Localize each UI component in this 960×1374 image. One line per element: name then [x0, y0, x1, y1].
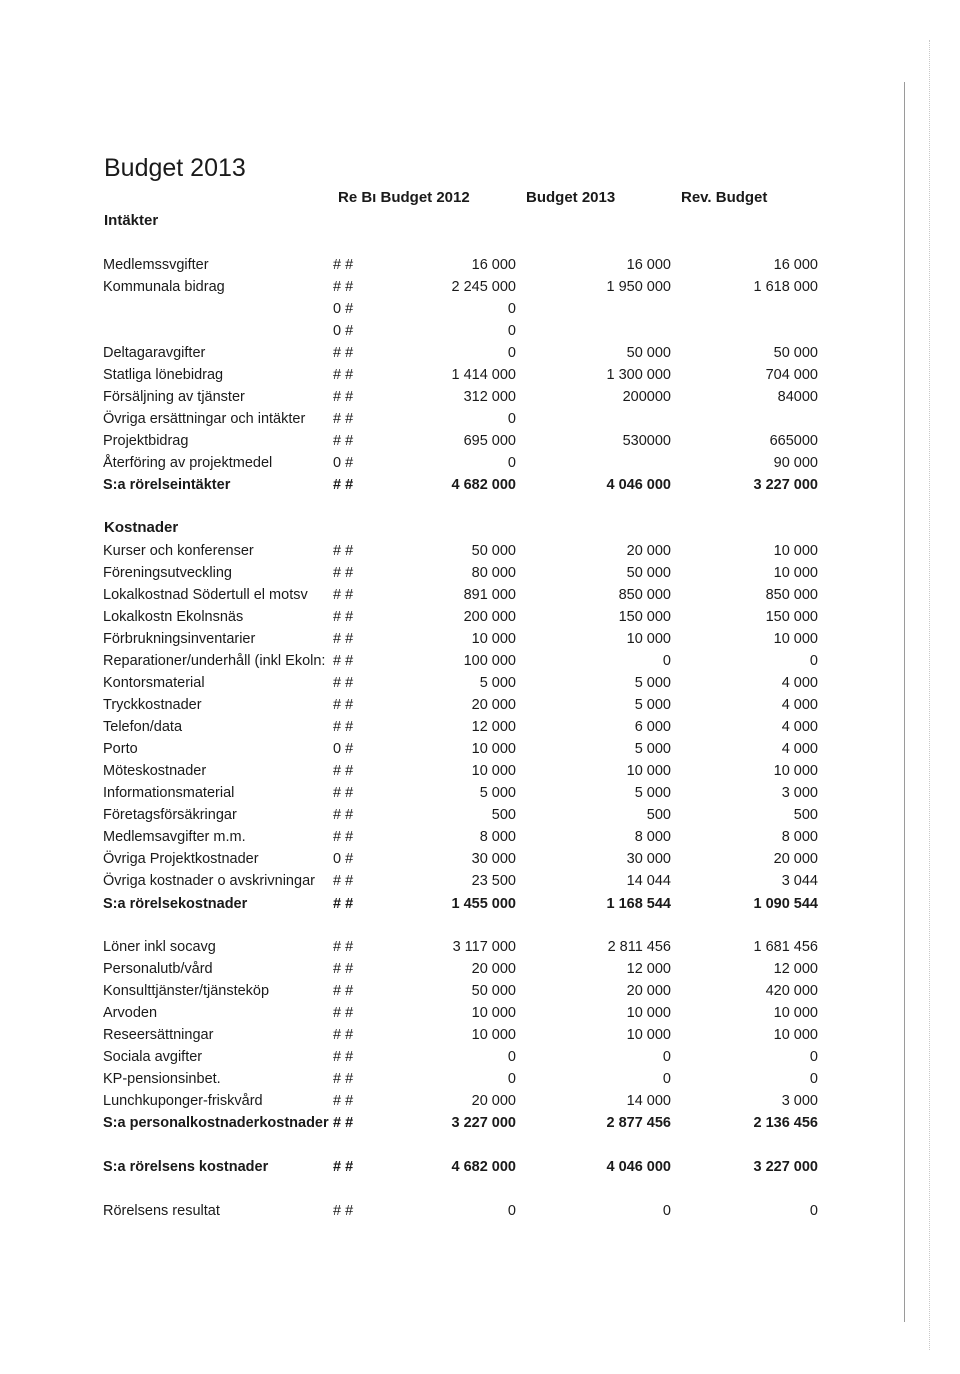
cell-v2: 150 000 — [618, 609, 671, 625]
total-row — [0, 1115, 960, 1135]
cell-v3: 4 000 — [781, 675, 818, 691]
cell-flag: 0 # — [333, 851, 354, 867]
cell-label: Lunchkuponger-friskvård — [103, 1093, 263, 1109]
cell-flag: # # — [333, 961, 354, 977]
cell-label: Löner inkl socavg — [103, 939, 216, 955]
cell-v2: 20 000 — [626, 983, 671, 999]
cell-v1: 0 — [507, 345, 516, 361]
total-row — [0, 896, 960, 916]
cell-label: Telefon/data — [103, 719, 183, 735]
cell-v1: 16 000 — [471, 257, 516, 273]
column-header-budget-2012: Re Bı Budget 2012 — [338, 189, 470, 206]
cell-v3: 20 000 — [773, 851, 818, 867]
table-row — [0, 961, 960, 981]
cell-v3: 0 — [809, 1071, 818, 1087]
cell-v1: 23 500 — [471, 873, 516, 889]
total-row — [0, 1159, 960, 1179]
cell-flag: # # — [333, 1115, 354, 1131]
cell-v1: 3 117 000 — [452, 939, 516, 955]
cell-flag: # # — [333, 433, 354, 449]
cell-v1: 0 — [507, 1203, 516, 1219]
cell-v3: 0 — [809, 653, 818, 669]
cell-label: KP-pensionsinbet. — [103, 1071, 221, 1087]
total-row — [0, 477, 960, 497]
cell-v1: 10 000 — [471, 763, 516, 779]
cell-v3: 0 — [809, 1203, 818, 1219]
page-title: Budget 2013 — [104, 154, 246, 182]
cell-flag: # # — [333, 1203, 354, 1219]
table-row — [0, 367, 960, 387]
cell-v2: 12 000 — [626, 961, 671, 977]
table-row — [0, 587, 960, 607]
table-row — [0, 851, 960, 871]
cell-v2: 5 000 — [634, 785, 671, 801]
cell-v1: 1 414 000 — [451, 367, 516, 383]
cell-v2: 14 044 — [626, 873, 671, 889]
page-edge-dotted-line — [929, 40, 931, 1350]
cell-v2: 2 877 456 — [606, 1115, 671, 1131]
cell-v2: 10 000 — [626, 1027, 671, 1043]
cell-label: Övriga kostnader o avskrivningar — [103, 873, 315, 889]
cell-label: Övriga ersättningar och intäkter — [103, 411, 306, 427]
table-row — [0, 257, 960, 277]
cell-flag: # # — [333, 367, 354, 383]
cell-label: Återföring av projektmedel — [103, 455, 273, 471]
cell-v3: 10 000 — [773, 565, 818, 581]
cell-label: Statliga lönebidrag — [103, 367, 224, 383]
cell-v2: 4 046 000 — [606, 477, 671, 493]
cell-flag: # # — [333, 1005, 354, 1021]
cell-v3: 3 000 — [781, 1093, 818, 1109]
cell-flag: # # — [333, 1027, 354, 1043]
cell-flag: # # — [333, 1093, 354, 1109]
cell-v3: 150 000 — [765, 609, 818, 625]
table-row — [0, 653, 960, 673]
table-row — [0, 323, 960, 343]
table-row — [0, 631, 960, 651]
section-heading-kostnader: Kostnader — [104, 519, 179, 536]
cell-v3: 3 227 000 — [753, 477, 818, 493]
cell-flag: # # — [333, 631, 354, 647]
cell-flag: # # — [333, 939, 354, 955]
table-row — [0, 411, 960, 431]
cell-v1: 0 — [507, 323, 516, 339]
cell-v3: 90 000 — [773, 455, 818, 471]
table-row — [0, 1093, 960, 1113]
cell-v3: 10 000 — [773, 543, 818, 559]
cell-flag: # # — [333, 543, 354, 559]
table-row — [0, 543, 960, 563]
cell-v2: 1 950 000 — [606, 279, 671, 295]
cell-flag: # # — [333, 411, 354, 427]
cell-v3: 4 000 — [781, 741, 818, 757]
cell-v1: 0 — [507, 455, 516, 471]
table-row — [0, 301, 960, 321]
table-row — [0, 829, 960, 849]
cell-label: Föreningsutveckling — [103, 565, 232, 581]
table-row — [0, 697, 960, 717]
cell-v1: 50 000 — [471, 543, 516, 559]
cell-v3: 1 681 456 — [753, 939, 818, 955]
cell-flag: 0 # — [333, 301, 354, 317]
column-header-budget-2013: Budget 2013 — [526, 189, 616, 206]
cell-v1: 891 000 — [463, 587, 516, 603]
cell-v2: 1 300 000 — [606, 367, 671, 383]
cell-v2: 2 811 456 — [607, 939, 671, 955]
cell-v1: 30 000 — [471, 851, 516, 867]
cell-flag: # # — [333, 653, 354, 669]
cell-v1: 20 000 — [471, 697, 516, 713]
cell-v2: 850 000 — [618, 587, 671, 603]
cell-flag: # # — [333, 1159, 354, 1175]
cell-v1: 50 000 — [471, 983, 516, 999]
table-row — [0, 1071, 960, 1091]
cell-flag: # # — [333, 896, 354, 912]
cell-v3: 8 000 — [781, 829, 818, 845]
cell-v2: 0 — [662, 1203, 671, 1219]
cell-label: Lokalkostnad Södertull el motsv — [103, 587, 308, 603]
table-row — [0, 609, 960, 629]
cell-v3: 0 — [809, 1049, 818, 1065]
cell-label: Medlemssvgifter — [103, 257, 209, 273]
cell-label: Reseersättningar — [103, 1027, 214, 1043]
cell-flag: 0 # — [333, 741, 354, 757]
cell-v1: 312 000 — [463, 389, 516, 405]
table-row — [0, 741, 960, 761]
cell-label: Företagsförsäkringar — [103, 807, 237, 823]
cell-v2: 20 000 — [626, 543, 671, 559]
cell-v1: 695 000 — [463, 433, 516, 449]
cell-v2: 4 046 000 — [606, 1159, 671, 1175]
cell-flag: # # — [333, 1071, 354, 1087]
cell-v2: 530000 — [622, 433, 671, 449]
cell-flag: # # — [333, 829, 354, 845]
cell-flag: # # — [333, 345, 354, 361]
cell-v3: 665000 — [769, 433, 818, 449]
table-row — [0, 873, 960, 893]
cell-v3: 50 000 — [773, 345, 818, 361]
cell-v1: 500 — [491, 807, 516, 823]
cell-v3: 12 000 — [773, 961, 818, 977]
cell-v3: 4 000 — [781, 697, 818, 713]
cell-flag: # # — [333, 587, 354, 603]
cell-v1: 5 000 — [479, 675, 516, 691]
cell-flag: # # — [333, 983, 354, 999]
cell-v3: 84000 — [777, 389, 818, 405]
cell-flag: # # — [333, 763, 354, 779]
cell-label: Personalutb/vård — [103, 961, 213, 977]
cell-flag: # # — [333, 279, 354, 295]
cell-v3: 16 000 — [773, 257, 818, 273]
cell-label: Medlemsavgifter m.m. — [103, 829, 246, 845]
cell-label: S:a rörelsekostnader — [103, 896, 248, 912]
cell-v1: 10 000 — [471, 631, 516, 647]
cell-v1: 12 000 — [471, 719, 516, 735]
total-row — [0, 1203, 960, 1223]
cell-flag: # # — [333, 785, 354, 801]
section-heading-intakter: Intäkter — [104, 212, 159, 229]
cell-label: S:a rörelsens kostnader — [103, 1159, 269, 1175]
table-row — [0, 345, 960, 365]
table-row — [0, 939, 960, 959]
cell-label: Rörelsens resultat — [103, 1203, 220, 1219]
cell-v2: 6 000 — [634, 719, 671, 735]
table-row — [0, 675, 960, 695]
cell-v1: 4 682 000 — [451, 1159, 516, 1175]
cell-v3: 3 000 — [781, 785, 818, 801]
table-row — [0, 455, 960, 475]
table-row — [0, 763, 960, 783]
column-header-rev-budget: Rev. Budget — [681, 189, 768, 206]
cell-flag: # # — [333, 389, 354, 405]
cell-v1: 10 000 — [471, 1027, 516, 1043]
cell-v3: 850 000 — [765, 587, 818, 603]
table-row — [0, 565, 960, 585]
cell-v2: 5 000 — [634, 697, 671, 713]
cell-v2: 0 — [662, 1071, 671, 1087]
cell-v1: 4 682 000 — [451, 477, 516, 493]
cell-v1: 200 000 — [463, 609, 516, 625]
cell-flag: 0 # — [333, 323, 354, 339]
cell-flag: # # — [333, 565, 354, 581]
table-row — [0, 983, 960, 1003]
cell-flag: # # — [333, 807, 354, 823]
cell-label: Tryckkostnader — [103, 697, 202, 713]
table-row — [0, 1027, 960, 1047]
cell-v1: 20 000 — [471, 1093, 516, 1109]
cell-label: Lokalkostn Ekolnsnäs — [103, 609, 244, 625]
cell-v1: 80 000 — [471, 565, 516, 581]
cell-v3: 3 044 — [781, 873, 818, 889]
cell-v1: 10 000 — [471, 741, 516, 757]
cell-v3: 10 000 — [773, 631, 818, 647]
table-row — [0, 1049, 960, 1069]
cell-label: Möteskostnader — [103, 763, 207, 779]
cell-v3: 1 090 544 — [753, 896, 818, 912]
cell-v3: 704 000 — [765, 367, 818, 383]
cell-flag: # # — [333, 477, 354, 493]
cell-v1: 0 — [507, 1049, 516, 1065]
cell-flag: # # — [333, 257, 354, 273]
table-row — [0, 279, 960, 299]
cell-flag: 0 # — [333, 455, 354, 471]
table-row — [0, 785, 960, 805]
cell-v1: 0 — [507, 301, 516, 317]
cell-label: Försäljning av tjänster — [103, 389, 245, 405]
cell-v2: 0 — [662, 1049, 671, 1065]
cell-v2: 10 000 — [626, 763, 671, 779]
cell-label: Informationsmaterial — [103, 785, 235, 801]
cell-v1: 100 000 — [463, 653, 516, 669]
cell-flag: # # — [333, 675, 354, 691]
cell-v2: 200000 — [622, 389, 671, 405]
cell-v3: 10 000 — [773, 763, 818, 779]
cell-flag: # # — [333, 1049, 354, 1065]
cell-v3: 2 136 456 — [753, 1115, 818, 1131]
cell-flag: # # — [333, 609, 354, 625]
cell-label: Förbrukningsinventarier — [103, 631, 256, 647]
cell-label: Porto — [103, 741, 138, 757]
cell-v1: 8 000 — [479, 829, 516, 845]
cell-v2: 50 000 — [626, 345, 671, 361]
cell-v1: 0 — [507, 411, 516, 427]
cell-v2: 500 — [646, 807, 671, 823]
cell-v1: 0 — [507, 1071, 516, 1087]
cell-label: Arvoden — [103, 1005, 158, 1021]
cell-v2: 16 000 — [626, 257, 671, 273]
table-row — [0, 1005, 960, 1025]
cell-v2: 5 000 — [634, 741, 671, 757]
cell-v1: 20 000 — [471, 961, 516, 977]
cell-v3: 500 — [793, 807, 818, 823]
cell-label: S:a personalkostnaderkostnader — [103, 1115, 329, 1131]
cell-label: Sociala avgifter — [103, 1049, 203, 1065]
table-row — [0, 807, 960, 827]
cell-v3: 1 618 000 — [753, 279, 818, 295]
cell-v1: 3 227 000 — [451, 1115, 516, 1131]
table-row — [0, 389, 960, 409]
cell-v3: 420 000 — [765, 983, 818, 999]
cell-v2: 5 000 — [634, 675, 671, 691]
cell-v3: 3 227 000 — [753, 1159, 818, 1175]
cell-label: Projektbidrag — [103, 433, 189, 449]
cell-v2: 14 000 — [626, 1093, 671, 1109]
cell-v2: 1 168 544 — [606, 896, 671, 912]
cell-flag: # # — [333, 697, 354, 713]
cell-v3: 4 000 — [781, 719, 818, 735]
cell-label: Kontorsmaterial — [103, 675, 205, 691]
cell-v2: 50 000 — [626, 565, 671, 581]
table-row — [0, 433, 960, 453]
cell-v3: 10 000 — [773, 1005, 818, 1021]
cell-label: Deltagaravgifter — [103, 345, 206, 361]
table-row — [0, 719, 960, 739]
cell-v1: 5 000 — [479, 785, 516, 801]
cell-v2: 10 000 — [626, 1005, 671, 1021]
cell-v2: 0 — [662, 653, 671, 669]
cell-v1: 2 245 000 — [451, 279, 516, 295]
cell-v2: 30 000 — [626, 851, 671, 867]
cell-v3: 10 000 — [773, 1027, 818, 1043]
cell-label: Reparationer/underhåll (inkl Ekoln: — [103, 653, 326, 669]
cell-label: Konsulttjänster/tjänsteköp — [103, 983, 270, 999]
cell-v1: 10 000 — [471, 1005, 516, 1021]
cell-v2: 10 000 — [626, 631, 671, 647]
cell-label: Kommunala bidrag — [103, 279, 225, 295]
cell-label: Övriga Projektkostnader — [103, 851, 259, 867]
cell-v1: 1 455 000 — [451, 896, 516, 912]
cell-label: Kurser och konferenser — [103, 543, 254, 559]
cell-flag: # # — [333, 719, 354, 735]
cell-v2: 8 000 — [634, 829, 671, 845]
cell-flag: # # — [333, 873, 354, 889]
cell-label: S:a rörelseintäkter — [103, 477, 231, 493]
